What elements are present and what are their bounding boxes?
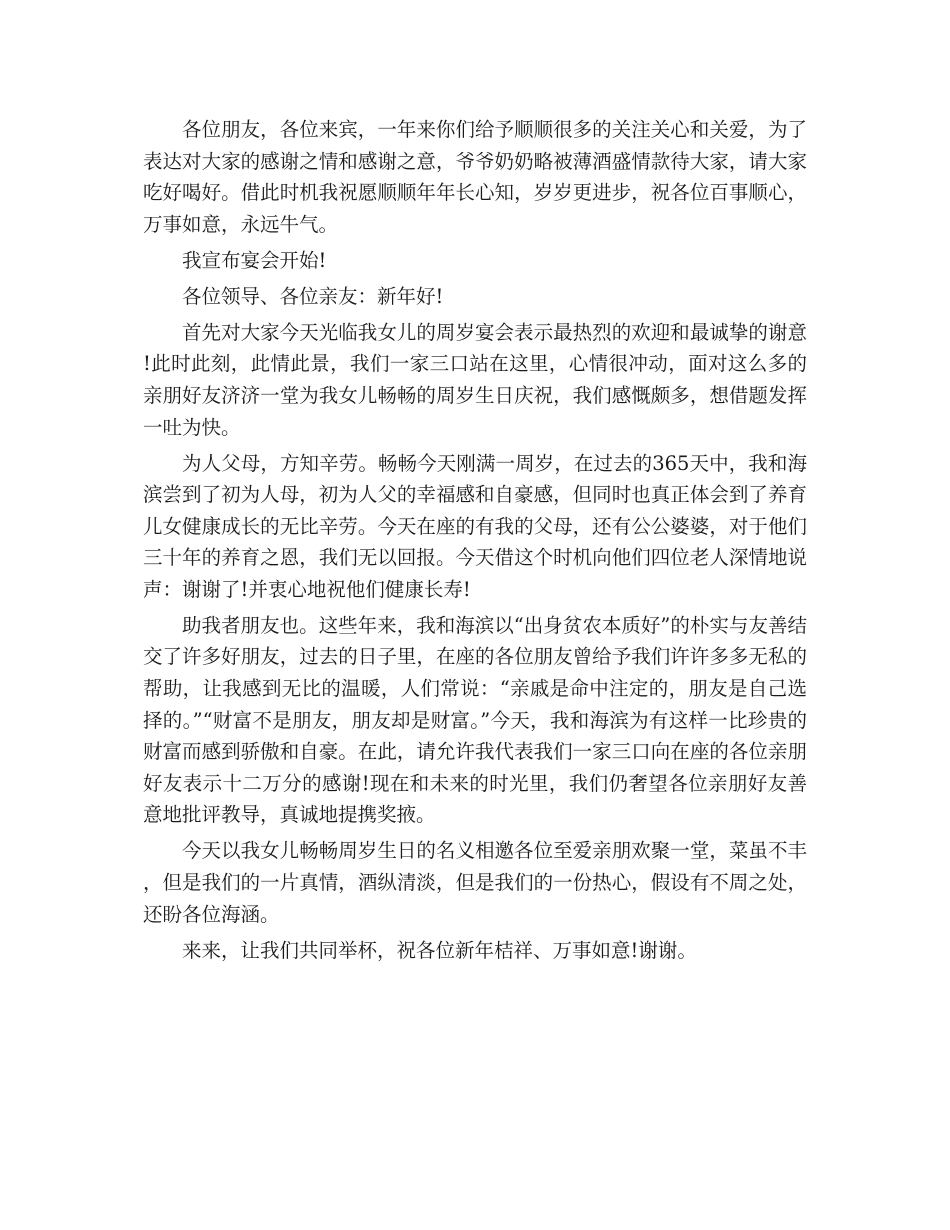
paragraph: 助我者朋友也。这些年来，我和海滨以“出身贫农本质好”的朴实与友善结交了许多好朋友，过去的日子里，在座的各位朋友曾给予我们许许多多无私的帮助，让我感到无比的温暖，人们常说：“亲戚是命中注定的，朋友是自己选择的。”“财富不是朋友，朋友却是财富。”今天，我和海滨为有这样一比珍贵的财富而感到骄傲和自豪。在此，请允许我代表我们一家三口向在座的各位亲朋好友表示十二万分的感谢!现在和未来的时光里，我们仍奢望各位亲朋好友善意地批评教导，真诚地提携奖掖。 [143,613,807,827]
paragraph: 我宣布宴会开始! [182,248,327,272]
paragraph: 首先对大家今天光临我女儿的周岁宴会表示最热烈的欢迎和最诚挚的谢意!此时此刻，此情此景，我们一家三口站在这里，心情很冲动，面对这么多的亲朋好友济济一堂为我女儿畅畅的周岁生日庆祝，我们感慨颇多，想借题发挥一吐为快。 [143,320,807,439]
paragraph: 为人父母，方知辛劳。畅畅今天刚满一周岁，在过去的365天中，我和海滨尝到了初为人母，初为人父的幸福感和自豪感，但同时也真正体会到了养育儿女健康成长的无比辛劳。今天在座的有我的父母，还有公公婆婆，对于他们三十年的养育之恩，我们无以回报。今天借这个时机向他们四位老人深情地说声：谢谢了!并衷心地祝他们健康长寿! [143,451,807,601]
document-body [143,114,807,971]
paragraph: 各位领导、各位亲友：新年好! [182,284,444,308]
paragraph: 今天以我女儿畅畅周岁生日的名义相邀各位至爱亲朋欢聚一堂，菜虽不丰，但是我们的一片真情，酒纵清淡，但是我们的一份热心，假设有不周之处，还盼各位海涵。 [143,839,807,926]
paragraph: 来来，让我们共同举杯，祝各位新年桔祥、万事如意!谢谢。 [182,938,697,962]
paragraph: 各位朋友，各位来宾，一年来你们给予顺顺很多的关注关心和关爱，为了表达对大家的感谢之情和感谢之意，爷爷奶奶略被薄酒盛情款待大家，请大家吃好喝好。借此时机我祝愿顺顺年年长心知，岁岁更进步，祝各位百事顺心，万事如意，永远牛气。 [143,118,807,236]
